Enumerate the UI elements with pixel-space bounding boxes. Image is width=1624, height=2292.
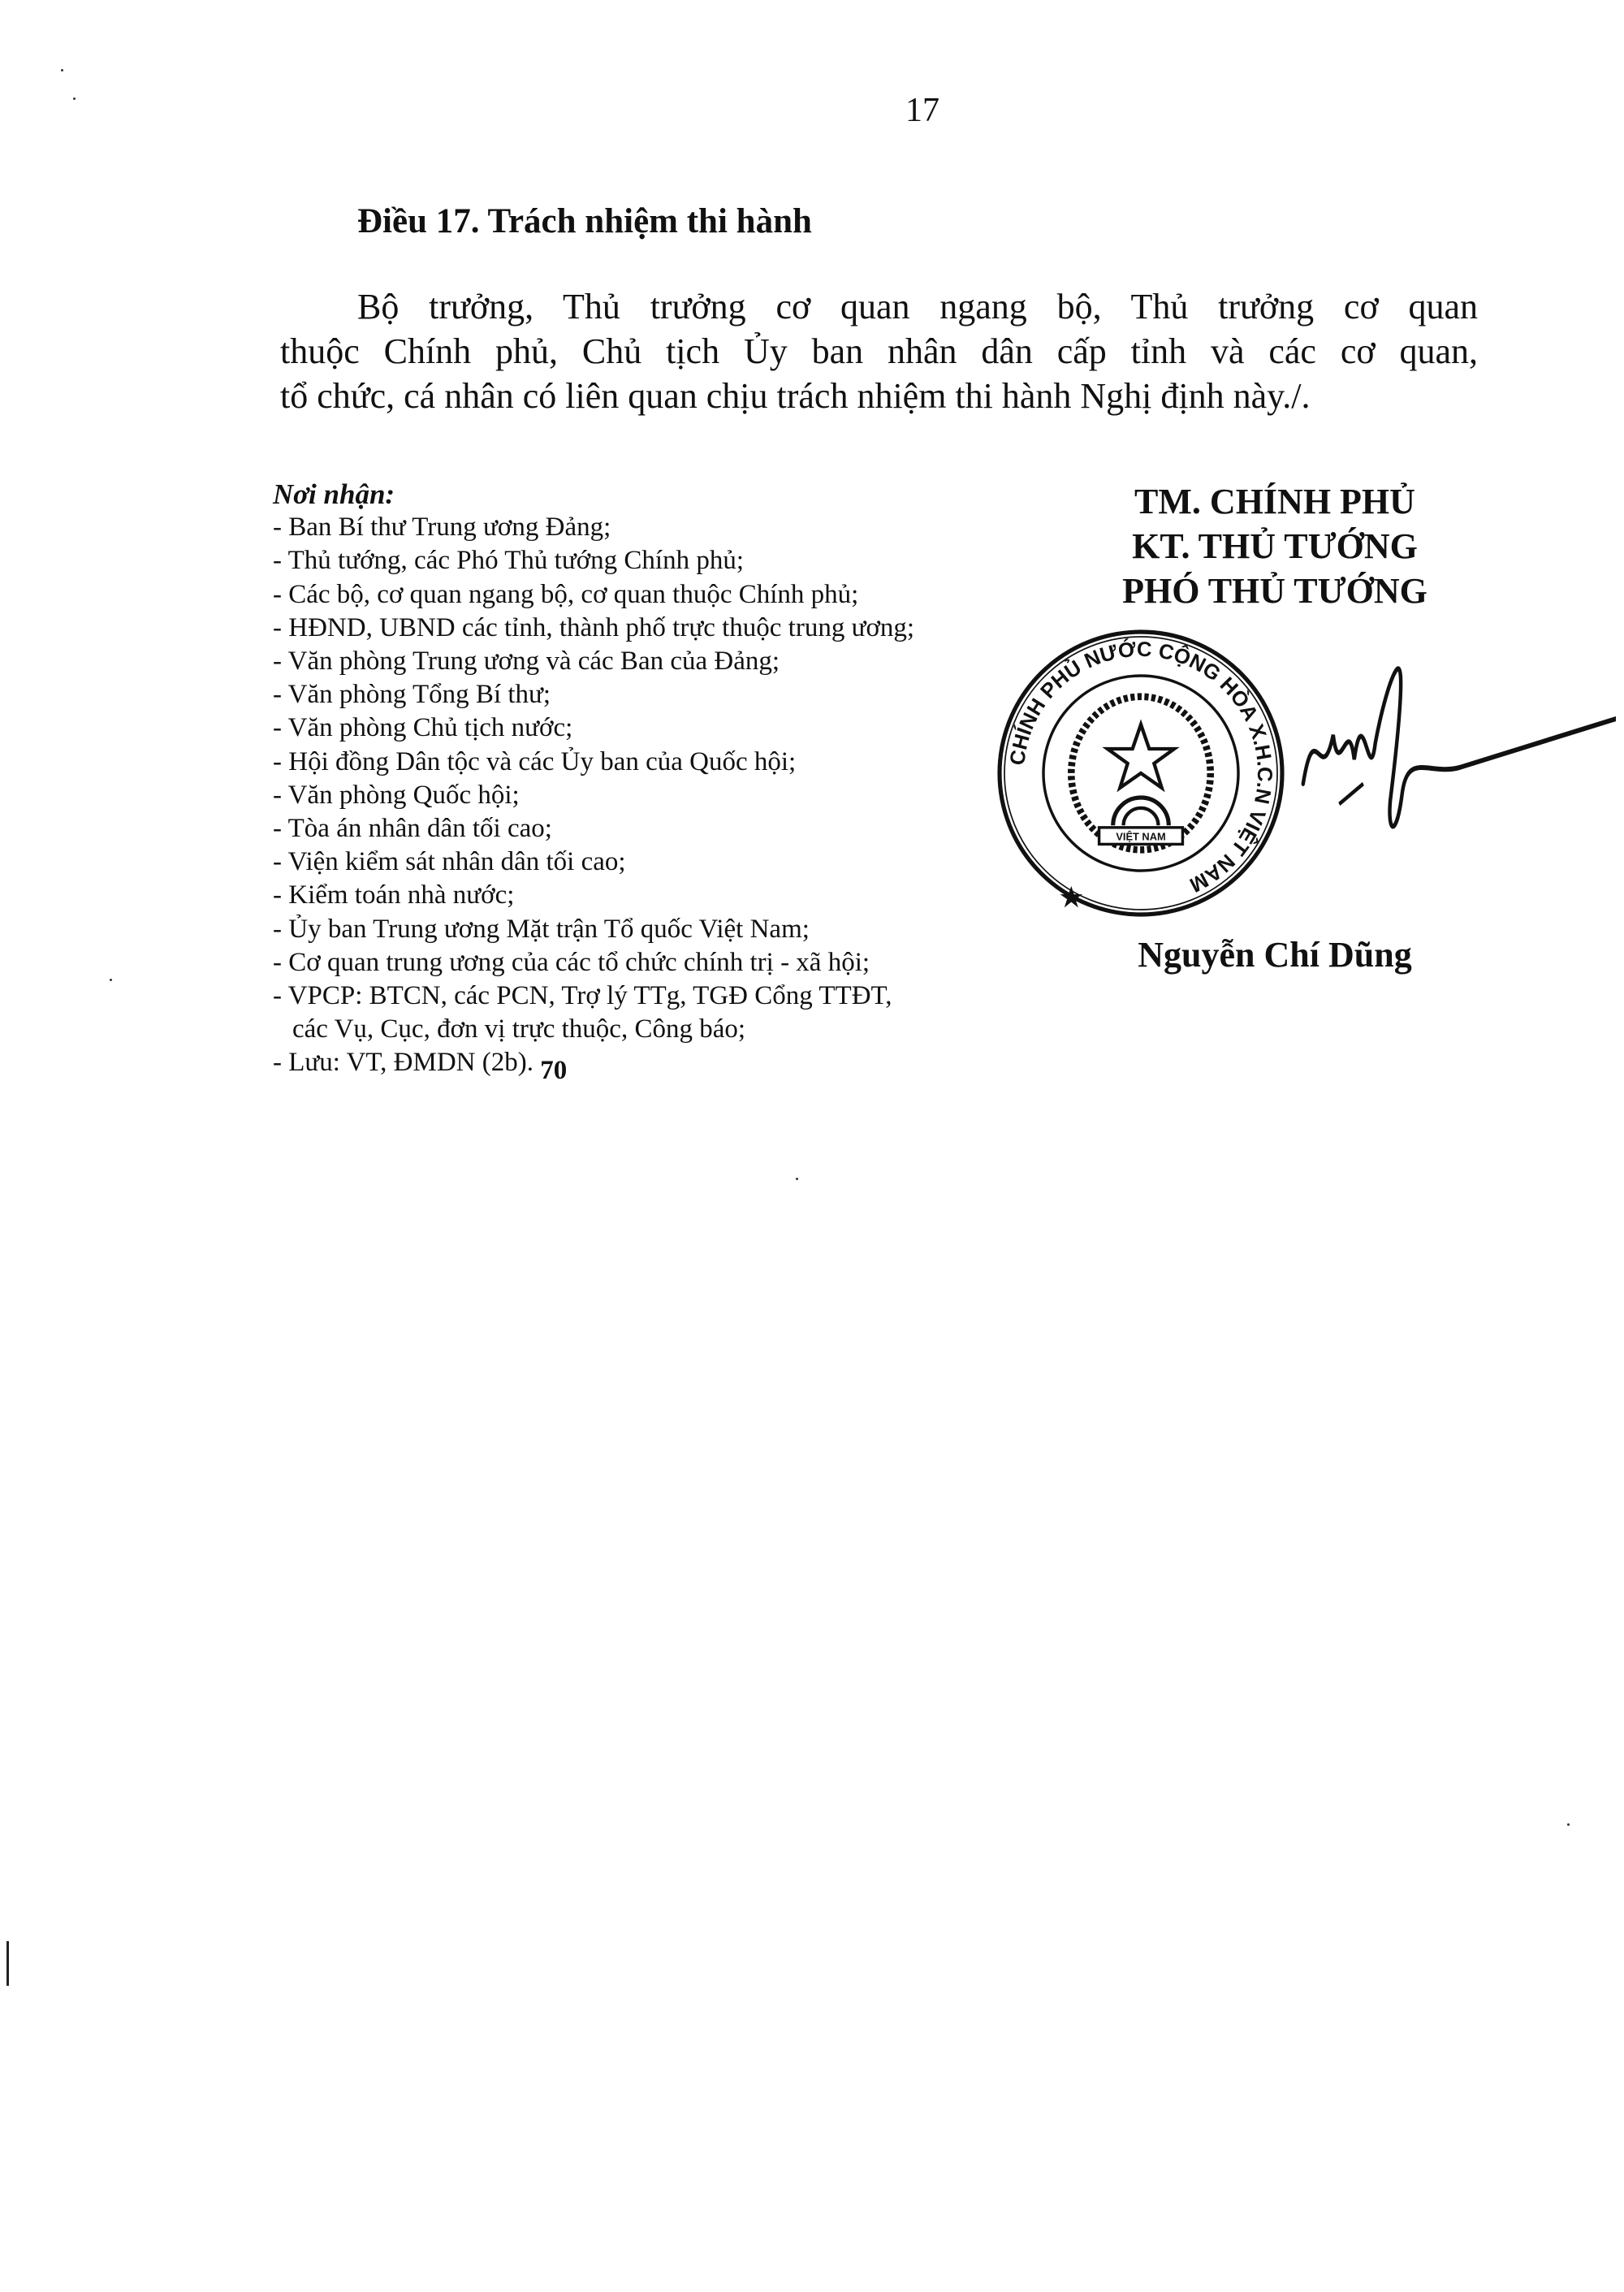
recipient-item: - Văn phòng Quốc hội; <box>273 780 520 810</box>
recipient-item: - Hội đồng Dân tộc và các Ủy ban của Quốc hội; <box>273 746 797 776</box>
scan-speck <box>1567 1823 1570 1826</box>
scan-speck <box>796 1178 798 1180</box>
recipient-item: - Văn phòng Tổng Bí thư; <box>273 680 551 710</box>
recipient-item: - Các bộ, cơ quan ngang bộ, cơ quan thuộc Chính phủ; <box>273 579 859 609</box>
recipients-list <box>273 478 915 1086</box>
body-line: thuộc Chính phủ, Chủ tịch Ủy ban nhân dân cấp tỉnh và các cơ quan, <box>280 331 1478 371</box>
recipient-item: - Viện kiểm sát nhân dân tối cao; <box>273 847 626 877</box>
seal-ring-text: CHÍNH PHỦ NƯỚC CỘNG HÒA X.H.C.N VIỆT NAM <box>1006 638 1276 897</box>
recipient-item: - Văn phòng Trung ương và các Ban của Đảng; <box>273 647 780 677</box>
article-heading: Điều 17. Trách nhiệm thi hành <box>357 202 812 240</box>
article-body <box>280 284 1478 418</box>
scan-speck <box>61 69 63 71</box>
signer-line-1: TM. CHÍNH PHỦ <box>1134 482 1415 521</box>
recipient-item: - Thủ tướng, các Phó Thủ tướng Chính phủ; <box>273 546 745 576</box>
signer-name: Nguyễn Chí Dũng <box>1138 935 1412 975</box>
recipient-item: - Tòa án nhân dân tối cao; <box>273 814 552 844</box>
recipient-item: các Vụ, Cục, đơn vị trực thuộc, Công báo; <box>292 1014 746 1044</box>
page-number: 17 <box>905 92 939 129</box>
recipient-item: - HĐND, UBND các tỉnh, thành phố trực thuộc trung ương; <box>273 612 915 642</box>
scan-speck <box>110 979 112 981</box>
body-line: Bộ trưởng, Thủ trưởng cơ quan ngang bộ, Thủ trưởng cơ quan <box>357 287 1478 327</box>
signature <box>1291 662 1616 857</box>
signer-block <box>1056 479 1494 613</box>
recipient-item: - Ban Bí thư Trung ương Đảng; <box>273 512 611 543</box>
recipient-item: - Ủy ban Trung ương Mặt trận Tổ quốc Việt Nam; <box>273 914 810 944</box>
emblem-icon <box>1071 697 1210 850</box>
scan-edge-mark <box>6 1941 9 1986</box>
recipient-item: - Văn phòng Chủ tịch nước; <box>273 713 573 743</box>
recipient-item-text: - Lưu: VT, ĐMDN (2b). <box>273 1048 533 1078</box>
official-seal <box>995 627 1287 919</box>
signer-line-3: PHÓ THỦ TƯỚNG <box>1122 571 1427 611</box>
recipient-item: - Cơ quan trung ương của các tổ chức chính trị - xã hội; <box>273 947 870 977</box>
scan-speck <box>73 97 76 100</box>
signer-line-2: KT. THỦ TƯỚNG <box>1132 526 1418 566</box>
copies-mark: 70 <box>540 1056 568 1086</box>
recipients-title: Nơi nhận: <box>273 478 395 510</box>
body-line: tổ chức, cá nhân có liên quan chịu trách nhiệm thi hành Nghị định này./. <box>280 376 1311 416</box>
recipient-item: - Kiểm toán nhà nước; <box>273 880 515 910</box>
recipient-item <box>273 1046 914 1086</box>
recipient-item: - VPCP: BTCN, các PCN, Trợ lý TTg, TGĐ Cổng TTĐT, <box>273 981 892 1011</box>
emblem-inner-text: VIỆT NAM <box>1116 830 1166 843</box>
